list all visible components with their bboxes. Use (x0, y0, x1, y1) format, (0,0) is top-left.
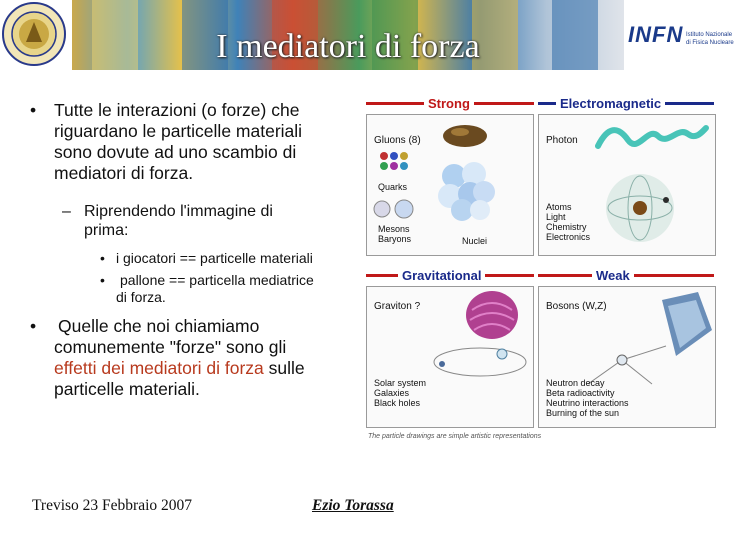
sub-bullet-line1: Riprendendo l'immagine di (84, 203, 273, 220)
bullet-2-line4: particelle materiali. (54, 379, 200, 399)
bullet-2-highlight: effetti dei mediatori di forza (54, 358, 264, 378)
baryons-label: Baryons (378, 234, 412, 244)
bullet-1-tail: . (188, 163, 194, 183)
em-title: Electromagnetic (556, 96, 665, 111)
nucleus-drawing (430, 152, 502, 224)
quarks-label: Quarks (378, 182, 408, 192)
strong-title: Strong (424, 96, 474, 111)
subsub-bullet-2-marker: • (100, 272, 105, 288)
em-mediator: Photon (546, 135, 578, 146)
grav-mediator: Graviton ? (374, 301, 421, 312)
graviton-drawing (464, 288, 520, 342)
bullet-1-line1: Tutte le interazioni (o forze) che (54, 100, 300, 120)
infn-logo-mark: INFN (628, 22, 684, 47)
bullet-1-line3: sono dovute ad uno scambio di (54, 142, 297, 162)
subsub-bullet-2 (116, 272, 350, 306)
subsub-bullet-1-marker: • (100, 250, 105, 266)
sub-bullet-line2: prima: (84, 222, 129, 239)
bullet-1-highlight: mediatori di forza (54, 163, 189, 183)
em-effect-2: Light (546, 212, 566, 222)
infn-logo-line1: Istituto Nazionale (686, 32, 733, 38)
em-effect-3: Chemistry (546, 222, 587, 232)
weak-effect-1: Neutron decay (546, 378, 605, 388)
weak-effect-4: Burning of the sun (546, 408, 620, 418)
subsub-bullet-2-line1: pallone == particella mediatrice (120, 272, 314, 288)
mesons-label: Mesons (378, 224, 410, 234)
university-seal-logo (2, 2, 66, 66)
footer-date-location: Treviso 23 Febbraio 2007 (32, 497, 193, 514)
bullet-2-line3 (54, 358, 354, 379)
infn-logo (628, 18, 734, 68)
bullet-2-tail: sulle (263, 358, 305, 378)
subsub-bullet-1: i giocatori == particelle materiali (116, 250, 313, 266)
weak-effect-3: Neutrino interactions (546, 398, 629, 408)
grav-effect-3: Black holes (374, 398, 421, 408)
bullet-2-line2: comunemente "forze" sono gli (54, 337, 287, 357)
grav-effect-2: Galaxies (374, 388, 410, 398)
em-effect-4: Electronics (546, 232, 591, 242)
bullet-2 (54, 316, 354, 400)
quarks-drawing (374, 148, 410, 182)
strong-mediator: Gluons (8) (374, 135, 421, 146)
grav-effect-1: Solar system (374, 378, 427, 388)
solar-system-drawing (430, 342, 530, 382)
bullet-1-line2: riguardano le particelle materiali (54, 121, 303, 141)
weak-mediator: Bosons (W,Z) (546, 301, 607, 312)
forces-figure (360, 92, 718, 440)
footer-author: Ezio Torassa (312, 497, 394, 514)
mesons-baryons-drawing (372, 198, 416, 220)
bullet-2-line1: Quelle che noi chiamiamo (58, 316, 260, 336)
gluon-drawing (440, 122, 490, 150)
figure-caption: The particle drawings are simple artistic representations (368, 433, 542, 440)
em-effect-1: Atoms (546, 202, 572, 212)
photon-drawing (596, 122, 708, 152)
sub-bullet (84, 202, 344, 240)
bullet-1-marker: • (30, 100, 37, 120)
infn-logo-line2: di Fisica Nucleare (686, 40, 734, 46)
subsub-bullet-2-line2: di forza. (116, 289, 166, 305)
weak-effect-2: Beta radioactivity (546, 388, 615, 398)
bullet-1-line4 (54, 163, 354, 184)
nuclei-label: Nuclei (462, 236, 488, 246)
weak-title: Weak (592, 268, 634, 283)
grav-title: Gravitational (398, 268, 485, 283)
slide-title: I mediatori di forza (216, 28, 480, 65)
sub-bullet-marker: – (62, 203, 71, 220)
bullet-2-marker: • (30, 316, 37, 336)
atom-drawing (602, 170, 678, 246)
bullet-1 (54, 100, 354, 184)
